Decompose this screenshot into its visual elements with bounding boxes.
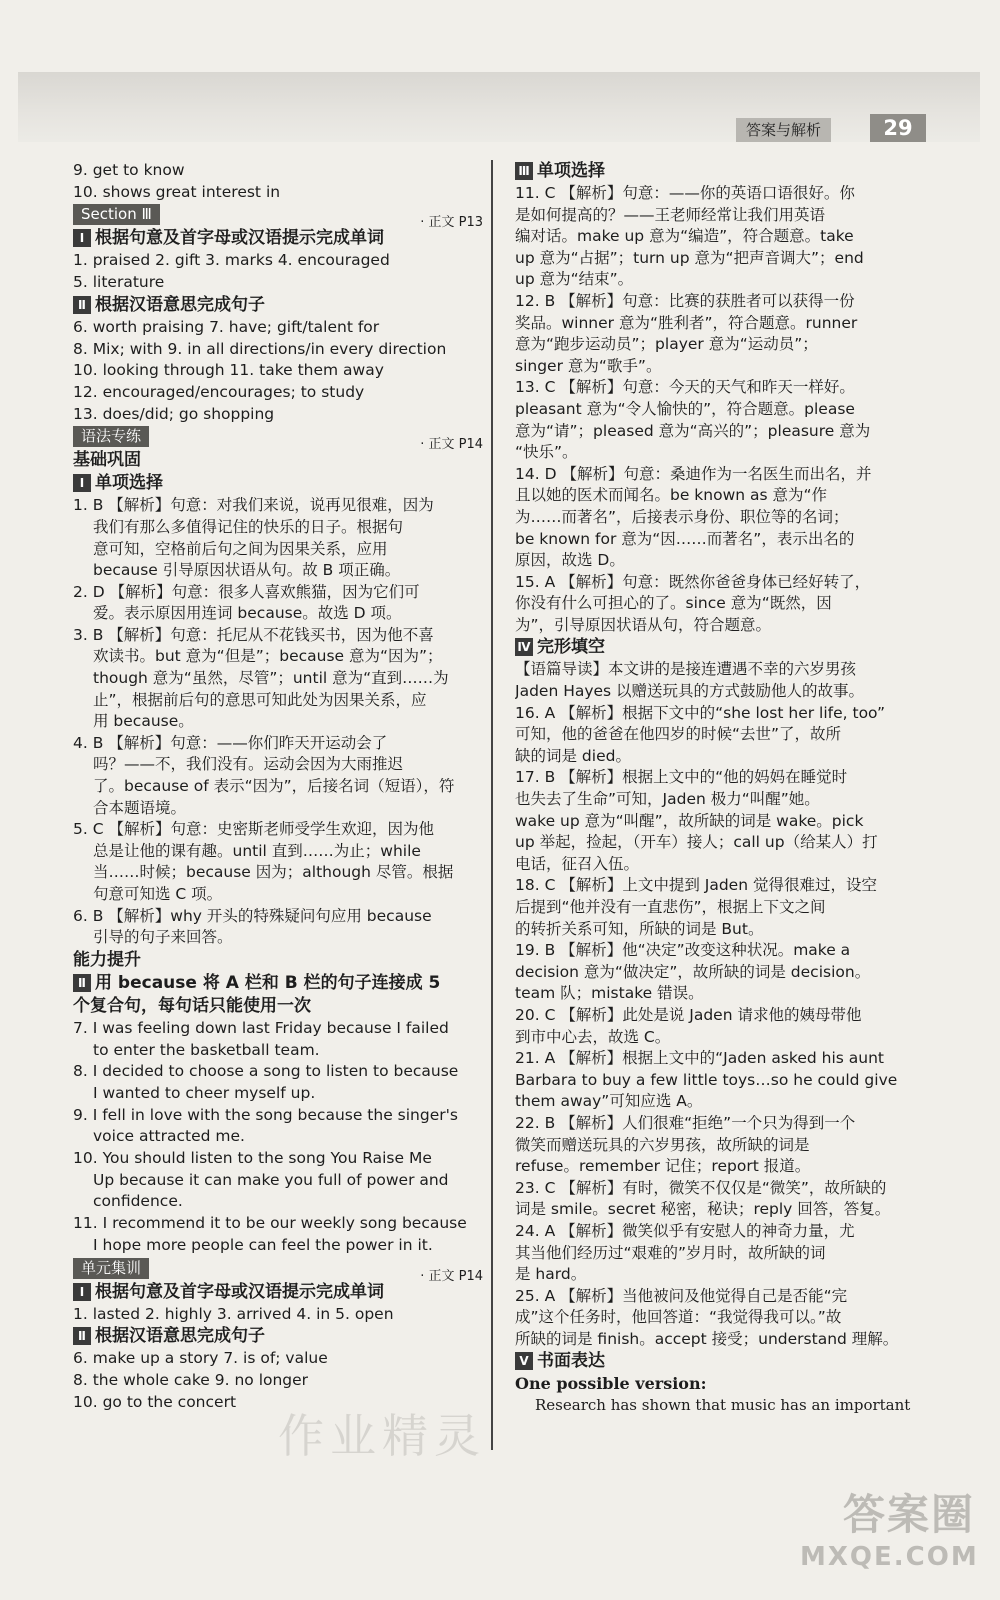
answer-line: 欢读书。but 意为“但是”；because 意为“因为”； bbox=[93, 647, 443, 666]
part-heading bbox=[73, 1325, 483, 1348]
answer-line: 8. I decided to choose a song to listen to because bbox=[73, 1062, 459, 1081]
answer-line: 了。because of 表示“因为”，后接名词（短语），符 bbox=[93, 777, 455, 796]
answer-line: I hope more people can feel the power in it. bbox=[93, 1235, 433, 1254]
answer-line: Barbara to buy a few little toys…so he could give bbox=[515, 1070, 898, 1089]
answer-line: Jaden Hayes 以赠送玩具的方式鼓励他人的故事。 bbox=[515, 682, 865, 701]
answer-line: “快乐”。 bbox=[515, 443, 578, 462]
part-title: 书面表达 bbox=[537, 1351, 605, 1372]
roman-badge: Ⅱ bbox=[73, 1327, 91, 1345]
answer-line: 10. looking through 11. take them away bbox=[73, 361, 384, 380]
roman-badge: Ⅲ bbox=[515, 162, 533, 180]
answer-line: 14. D 【解析】句意：桑迪作为一名医生而出名，并 bbox=[515, 464, 872, 483]
answer-line: 总是让他的课有趣。until 直到……为止；while bbox=[93, 841, 421, 860]
answer-line: 我们有那么多值得记住的快乐的日子。根据句 bbox=[93, 517, 404, 536]
answer-line: 吗？——不，我们没有。运动会因为大雨推迟 bbox=[93, 755, 404, 774]
answer-line: 4. B 【解析】句意：——你们昨天开运动会了 bbox=[73, 733, 388, 752]
header-band bbox=[18, 72, 980, 142]
answer-line: 10. go to the concert bbox=[73, 1392, 237, 1411]
answer-line: 且以她的医术而闻名。be known as 意为“作 bbox=[515, 486, 828, 505]
answer-line: 18. C 【解析】上文中提到 Jaden 觉得很难过，设空 bbox=[515, 876, 877, 895]
answer-line: because 引导原因状语从句。故 B 项正确。 bbox=[93, 561, 401, 580]
answer-line: 2. D 【解析】句意：很多人喜欢熊猫，因为它们可 bbox=[73, 582, 420, 601]
answer-line: 编对话。make up 意为“编造”，符合题意。take bbox=[515, 227, 854, 246]
answer-line: 【语篇导读】本文讲的是接连遭遇不幸的六岁男孩 bbox=[515, 660, 857, 679]
answer-line: 3. B 【解析】句意：托尼从不花钱买书，因为他不喜 bbox=[73, 625, 434, 644]
answer-line: 后提到“他并没有一直悲伤”，根据上下文之间 bbox=[515, 898, 826, 916]
answer-line: 到市中心去，故选 C。 bbox=[515, 1027, 671, 1046]
answer-line: up 意为“占据”；turn up 意为“把声音调大”；end bbox=[515, 248, 864, 267]
answer-line: team 队；mistake 错误。 bbox=[515, 984, 704, 1003]
answer-line: 意可知，空格前后句之间为因果关系，应用 bbox=[93, 539, 388, 558]
page-ref: · 正文 P14 bbox=[420, 1268, 483, 1284]
answer-line: 为……而著名”，后接表示身份、职位等的名词； bbox=[515, 507, 849, 526]
answer-line: 15. A 【解析】句意：既然你爸爸身体已经好转了， bbox=[515, 572, 871, 591]
answer-line: be known for 意为“因……而著名”，表示出名的 bbox=[515, 529, 855, 548]
part-heading bbox=[73, 972, 483, 995]
answer-line: 23. C 【解析】有时，微笑不仅仅是“微笑”，故所缺的 bbox=[515, 1178, 887, 1197]
page-ref: · 正文 P13 bbox=[420, 215, 483, 231]
roman-badge: Ⅱ bbox=[73, 974, 91, 992]
watermark-corner-bottom: MXQE.COM bbox=[800, 1542, 979, 1572]
answer-line: to enter the basketball team. bbox=[93, 1040, 320, 1059]
left-column bbox=[73, 160, 483, 1413]
answer-line: 止”，根据前后句的意思可知此处为因果关系，应 bbox=[93, 690, 427, 709]
roman-badge: Ⅰ bbox=[73, 474, 91, 492]
roman-badge: Ⅰ bbox=[73, 229, 91, 247]
answer-line: 12. B 【解析】句意：比赛的获胜者可以获得一份 bbox=[515, 291, 855, 310]
part-title: 单项选择 bbox=[537, 161, 605, 181]
answer-line: confidence. bbox=[93, 1192, 183, 1211]
answer-line: 缺的词是 died。 bbox=[515, 746, 631, 765]
watermark-center: 作业精灵 bbox=[278, 1409, 486, 1463]
header-label: 答案与解析 bbox=[736, 118, 831, 142]
section-tag-row bbox=[73, 1257, 483, 1284]
answer-line: 12. encouraged/encourages; to study bbox=[73, 382, 365, 401]
answer-line: 意为“跑步运动员”；player 意为“运动员”； bbox=[515, 335, 818, 354]
roman-badge: Ⅳ bbox=[515, 638, 533, 656]
page-ref: · 正文 P14 bbox=[420, 437, 483, 453]
answer-line: 当……时候；because 因为；although 尽管。根据 bbox=[93, 863, 454, 882]
answer-line: 1. B 【解析】句意：对我们来说，说再见很难，因为 bbox=[73, 496, 434, 515]
answer-line: 5. C 【解析】句意：史密斯老师受学生欢迎，因为他 bbox=[73, 820, 434, 839]
part-title: 用 because 将 A 栏和 B 栏的句子连接成 5 bbox=[95, 972, 441, 993]
answer-line: 11. C 【解析】句意：——你的英语口语很好。你 bbox=[515, 184, 855, 202]
answer-line: 22. B 【解析】人们很难“拒绝”一个只为得到一个 bbox=[515, 1113, 856, 1132]
answer-line: 21. A 【解析】根据上文中的“Jaden asked his aunt bbox=[515, 1049, 884, 1068]
part-heading bbox=[73, 294, 483, 317]
answer-line: wake up 意为“叫醒”，故所缺的词是 wake。pick bbox=[515, 811, 864, 830]
answer-line: 电话，征召入伍。 bbox=[515, 854, 640, 873]
answer-line: 10. shows great interest in bbox=[73, 182, 281, 201]
answer-line: singer 意为“歌手”。 bbox=[515, 356, 662, 375]
answer-line: pleasant 意为“令人愉快的”，符合题意。please bbox=[515, 399, 855, 418]
section-tag-row bbox=[73, 425, 483, 453]
answer-line: though 意为“虽然，尽管”；until 意为“直到……为 bbox=[93, 669, 449, 688]
answer-line: 成”这个任务时，他回答道：“我觉得我可以。”故 bbox=[515, 1308, 842, 1327]
answer-line: them away”可知应选 A。 bbox=[515, 1092, 703, 1111]
answer-line: 句意可知选 C 项。 bbox=[93, 885, 223, 904]
answer-line: refuse。remember 记住；report 报道。 bbox=[515, 1157, 811, 1176]
answer-line: 可知，他的爸爸在他四岁的时候“去世”了，故所 bbox=[515, 725, 842, 744]
answer-line: 10. You should listen to the song You Raise Me bbox=[73, 1149, 432, 1168]
section-tag: 语法专练 bbox=[73, 426, 149, 447]
answer-line: 25. A 【解析】当他被问及他觉得自己是否能“完 bbox=[515, 1286, 848, 1305]
part-heading bbox=[515, 1350, 927, 1373]
part-title: 完形填空 bbox=[537, 637, 605, 658]
answer-line: 意为“请”；pleased 意为“高兴的”；pleasure 意为 bbox=[515, 421, 871, 440]
section-tag-row bbox=[73, 203, 483, 231]
answer-line: 其当他们经历过“艰难的”岁月时，故所缺的词 bbox=[515, 1243, 826, 1262]
section-tag: 单元集训 bbox=[73, 1258, 149, 1279]
section-tag: Section Ⅲ bbox=[73, 204, 160, 225]
roman-badge: Ⅴ bbox=[515, 1352, 533, 1370]
answer-line: 6. B 【解析】why 开头的特殊疑问句应用 because bbox=[73, 906, 432, 925]
answer-line: 爱。表示原因用连词 because。故选 D 项。 bbox=[93, 604, 402, 623]
watermark-corner bbox=[800, 1482, 979, 1592]
answer-line: 5. literature bbox=[73, 273, 165, 292]
roman-badge: Ⅰ bbox=[73, 1283, 91, 1301]
answer-line: 奖品。winner 意为“胜利者”，符合题意。runner bbox=[515, 313, 858, 332]
answer-line: 20. C 【解析】此处是说 Jaden 请求他的姨母带他 bbox=[515, 1005, 862, 1024]
answer-line: 所缺的词是 finish。accept 接受；understand 理解。 bbox=[515, 1329, 899, 1348]
answer-line: 为”，引导原因状语从句，符合题意。 bbox=[515, 615, 772, 634]
part-heading bbox=[73, 227, 420, 250]
part-heading bbox=[73, 472, 483, 495]
answer-line: 6. worth praising 7. have; gift/talent for bbox=[73, 317, 380, 336]
part-title-continued: 个复合句，每句话只能使用一次 bbox=[73, 995, 311, 1016]
answer-line: 用 because。 bbox=[93, 712, 194, 731]
part-heading bbox=[515, 636, 927, 659]
page-number: 29 bbox=[870, 114, 926, 142]
answer-line: decision 意为“做决定”，故所缺的词是 decision。 bbox=[515, 962, 871, 981]
answer-line: 6. make up a story 7. is of; value bbox=[73, 1349, 328, 1368]
sub-heading: 基础巩固 bbox=[73, 450, 141, 471]
part-title: 单项选择 bbox=[95, 473, 163, 494]
answer-line: 词是 smile。secret 秘密，秘诀；reply 回答，答复。 bbox=[515, 1200, 891, 1219]
watermark-corner-top: 答案圈 bbox=[842, 1490, 975, 1539]
part-title: 根据汉语意思完成句子 bbox=[95, 294, 265, 315]
answer-line: 的转折关系可知，所缺的词是 But。 bbox=[515, 919, 764, 938]
answer-line: 原因，故选 D。 bbox=[515, 551, 625, 570]
part-title: 根据句意及首字母或汉语提示完成单词 bbox=[95, 228, 384, 249]
answer-line: 13. does/did; go shopping bbox=[73, 404, 275, 423]
answer-line: 8. Mix; with 9. in all directions/in every direction bbox=[73, 339, 447, 358]
roman-badge: Ⅱ bbox=[73, 296, 91, 314]
answer-line: 引导的句子来回答。 bbox=[93, 928, 233, 947]
answer-line: 微笑而赠送玩具的六岁男孩，故所缺的词是 bbox=[515, 1135, 810, 1154]
answer-line: Up because it can make you full of power and bbox=[93, 1170, 449, 1189]
column-divider bbox=[491, 160, 493, 1450]
answer-line: 是如何提高的？——王老师经常让我们用英语 bbox=[515, 205, 826, 224]
answer-line: 是 hard。 bbox=[515, 1265, 587, 1284]
part-title: 根据句意及首字母或汉语提示完成单词 bbox=[95, 1281, 384, 1302]
answer-line: up 举起，捡起，（开车）接人；call up（给某人）打 bbox=[515, 833, 878, 852]
essay-line: Research has shown that music has an important bbox=[535, 1396, 911, 1415]
answer-line: 11. I recommend it to be our weekly song because bbox=[73, 1214, 467, 1233]
answer-line: 1. lasted 2. highly 3. arrived 4. in 5. open bbox=[73, 1304, 394, 1323]
answer-line: 19. B 【解析】他“决定”改变这种状况。make a bbox=[515, 941, 851, 960]
answer-line: 8. the whole cake 9. no longer bbox=[73, 1370, 309, 1389]
answer-line: 你没有什么可担心的了。since 意为“既然，因 bbox=[515, 594, 832, 613]
answer-line: 1. praised 2. gift 3. marks 4. encouraged bbox=[73, 251, 390, 270]
answer-line: 也失去了生命”可知，Jaden 极力“叫醒”她。 bbox=[515, 790, 820, 809]
answer-line: I wanted to cheer myself up. bbox=[93, 1083, 316, 1102]
answer-line: 9. get to know bbox=[73, 161, 185, 179]
answer-line: 17. B 【解析】根据上文中的“他的妈妈在睡觉时 bbox=[515, 768, 848, 787]
essay-title: One possible version: bbox=[515, 1374, 707, 1394]
answer-line: 24. A 【解析】微笑似乎有安慰人的神奇力量，尤 bbox=[515, 1221, 855, 1240]
answer-line: 合本题语境。 bbox=[93, 798, 187, 817]
answer-line: 9. I fell in love with the song because the singer's bbox=[73, 1105, 458, 1124]
part-title: 根据汉语意思完成句子 bbox=[95, 1326, 265, 1347]
part-heading bbox=[515, 160, 927, 183]
answer-line: up 意为“结束”。 bbox=[515, 270, 634, 289]
sub-heading: 能力提升 bbox=[73, 949, 141, 970]
right-column bbox=[515, 160, 927, 1416]
answer-line: 7. I was feeling down last Friday because I failed bbox=[73, 1018, 449, 1037]
answer-line: 16. A 【解析】根据下文中的“she lost her life, too” bbox=[515, 703, 886, 722]
part-heading bbox=[73, 1281, 420, 1304]
answer-line: 13. C 【解析】句意：今天的天气和昨天一样好。 bbox=[515, 378, 855, 397]
answer-line: voice attracted me. bbox=[93, 1127, 245, 1146]
